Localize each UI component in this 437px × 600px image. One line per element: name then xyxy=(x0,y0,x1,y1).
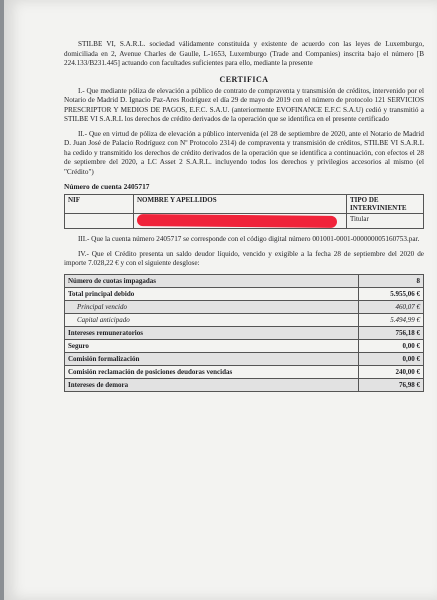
document-page xyxy=(4,0,437,600)
row-label: Intereses remuneratorios xyxy=(65,326,359,339)
row-label: Número de cuotas impagadas xyxy=(65,274,359,287)
row-value: 0,00 € xyxy=(359,352,424,365)
table-row xyxy=(65,339,424,352)
document-body xyxy=(64,40,424,392)
row-value: 76,98 € xyxy=(359,378,424,391)
table-row xyxy=(65,287,424,300)
certifica-heading: CERTIFICA xyxy=(219,74,269,84)
name-cell xyxy=(134,214,347,229)
intro-paragraph: STILBE VI, S.A.R.L. sociedad válidamente constituida y existente de acuerdo con las leyes de Luxemburgo, domiciliada en 2, Avenue Charles de Gaulle, L-1653, Luxemburgo (Trade and Companies) inscrita bajo el número [B 224.133/B231.445] actuando con facultades suficientes para ello, mediante la presente xyxy=(64,40,424,67)
breakdown-table xyxy=(64,274,424,392)
table-row xyxy=(65,326,424,339)
type-cell: Titular xyxy=(347,214,424,229)
account-number-label: Número de cuenta 2405717 xyxy=(64,182,150,191)
nif-cell xyxy=(65,214,134,229)
row-label: Comisión reclamación de posiciones deudoras vencidas xyxy=(65,365,359,378)
row-label: Seguro xyxy=(65,339,359,352)
row-value: 460,07 € xyxy=(359,300,424,313)
paragraph-3: III.- Que la cuenta número 2405717 se corresponde con el código digital número 001001-0001-000000005160753.par. xyxy=(78,235,420,243)
row-value: 240,00 € xyxy=(359,365,424,378)
row-value: 756,18 € xyxy=(359,326,424,339)
row-label: Capital anticipado xyxy=(65,313,359,326)
row-value: 5.494,99 € xyxy=(359,313,424,326)
row-label: Comisión formalización xyxy=(65,352,359,365)
table-row xyxy=(65,274,424,287)
redaction-mark xyxy=(137,214,337,228)
row-label: Intereses de demora xyxy=(65,378,359,391)
paragraph-2: II.- Que en virtud de póliza de elevación a público intervenida (el 28 de septiembre de 2020, ante el Notario de Madrid D. Juan José de Palacio Rodríguez con Nº Protocolo 2314) de compraventa y transmisión de créditos, STILBE VI S.A.R.L ha cedido y transmitido los derechos de crédito derivados de la operación que se identifica a continuación, con efectos el 28 de septiembre del 2020, a LC Asset 2 S.A.R.L. incluyendo todos los derechos y privilegios accesorios al mismo (el "Crédito") xyxy=(64,129,424,176)
holder-table xyxy=(64,194,424,229)
holder-table-header xyxy=(65,195,424,214)
nif-header: NIF xyxy=(65,195,134,214)
row-value: 8 xyxy=(359,274,424,287)
table-row xyxy=(65,365,424,378)
table-row xyxy=(65,313,424,326)
holder-table-row xyxy=(65,214,424,229)
row-label: Principal vencido xyxy=(65,300,359,313)
table-row xyxy=(65,352,424,365)
table-row xyxy=(65,378,424,391)
row-label: Total principal debido xyxy=(65,287,359,300)
row-value: 0,00 € xyxy=(359,339,424,352)
paragraph-4: IV.- Que el Crédito presenta un saldo deudor líquido, vencido y exigible a la fecha 28 de septiembre del 2020 de importe 7.028,22 € y con el siguiente desglose: xyxy=(64,249,424,267)
table-row xyxy=(65,300,424,313)
row-value: 5.955,06 € xyxy=(359,287,424,300)
name-header: NOMBRE Y APELLIDOS xyxy=(134,195,347,214)
type-header: TIPO DE INTERVINIENTE xyxy=(347,195,424,214)
paragraph-1: I.- Que mediante póliza de elevación a público de contrato de compraventa y transmisión de créditos, intervenido por el Notario de Madrid D. Ignacio Paz-Ares Rodríguez el día 29 de mayo de 2019 con el número de protocolo 121 SERVICIOS PRESCRIPTOR Y MEDIOS DE PAGOS, E.F.C. S.A.U. (anteriormente EVOFINANCE E.F.C S.A.U) cedió y transmitió a STILBE VI S.A.R.L los derechos de crédito derivados de la operación que se identifica en el presente certificado xyxy=(64,86,424,123)
